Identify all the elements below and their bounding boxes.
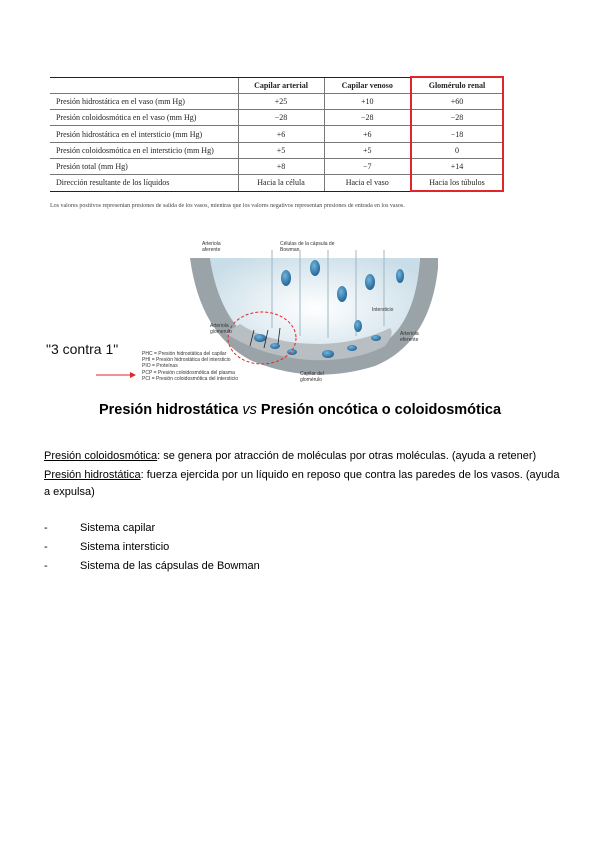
table-row xyxy=(50,175,503,191)
table-cell: −28 xyxy=(411,110,503,126)
table-cell: −7 xyxy=(324,158,411,174)
diagram-legend xyxy=(142,351,238,382)
legend-item: PHI = Presión hidrostática del intersticio xyxy=(142,357,231,364)
list-item-text: Sistema de las cápsulas de Bowman xyxy=(80,560,260,572)
table-header-cell xyxy=(50,77,238,93)
table-cell: +5 xyxy=(238,142,324,158)
bullet-dash: - xyxy=(44,541,48,553)
table-cell: Presión hidrostática en el vaso (mm Hg) xyxy=(50,93,238,109)
section-heading xyxy=(0,402,600,418)
heading-part1: Presión hidrostática xyxy=(98,402,243,418)
table-cell: −18 xyxy=(411,126,503,142)
label-arteriola-aferente: Arteriola aferente xyxy=(202,241,221,253)
definition-text: : fuerza ejercida por un líquido en reposo que contra las paredes de los vasos. (ayuda a expulsa) xyxy=(44,469,560,498)
table-cell: +14 xyxy=(411,158,503,174)
table-cell: −28 xyxy=(238,110,324,126)
table-header-glomerulo-renal: Glomérulo renal xyxy=(411,77,503,93)
table-cell: Hacia el vaso xyxy=(324,175,411,191)
bullet-dash: - xyxy=(44,522,48,534)
label-arteriola-glomerulo: Arteriola glomerulo xyxy=(210,323,232,335)
table-cell: Presión total (mm Hg) xyxy=(50,158,238,174)
callout-3-contra-1: "3 contra 1" xyxy=(46,341,119,357)
definition-term: Presión hidrostática xyxy=(44,469,141,481)
table-cell: Presión hidrostática en el intersticio (mm Hg) xyxy=(50,126,238,142)
label-intersticio: Intersticio xyxy=(372,307,394,313)
arrow-right-icon xyxy=(96,371,136,379)
bullet-dash: - xyxy=(44,560,48,572)
definition-coloidosmotica xyxy=(44,448,564,465)
table-cell: −28 xyxy=(324,110,411,126)
table-row xyxy=(50,142,503,158)
table-cell: Presión coloidosmótica en el vaso (mm Hg) xyxy=(50,110,238,126)
table-cell: +25 xyxy=(238,93,324,109)
label-arteriola-eferente: Arteriola eferente xyxy=(400,331,419,343)
legend-item: PCP = Presión coloidosmótica del plasma xyxy=(142,369,235,376)
table-row xyxy=(50,126,503,142)
legend-item: PHC = Presión hidrostática del capilar xyxy=(142,351,227,357)
heading-vs: vs xyxy=(242,402,257,418)
table-row xyxy=(50,93,503,109)
table-header-capilar-arterial: Capilar arterial xyxy=(238,77,324,93)
table-cell: +10 xyxy=(324,93,411,109)
table-cell: Presión coloidosmótica en el intersticio (mm Hg) xyxy=(50,142,238,158)
table-cell: Hacia la célula xyxy=(238,175,324,191)
table-cell: +6 xyxy=(238,126,324,142)
label-celulas-capsula: Células de la cápsula de Bowman xyxy=(280,241,335,253)
pressure-table xyxy=(50,76,504,192)
table-cell: Dirección resultante de los líquidos xyxy=(50,175,238,191)
table-cell: +8 xyxy=(238,158,324,174)
definition-hidrostatica xyxy=(44,467,564,501)
definition-text: : se genera por atracción de moléculas por otras moléculas. (ayuda a retener) xyxy=(157,450,537,462)
table-header-capilar-venoso: Capilar venoso xyxy=(324,77,411,93)
table-header-row xyxy=(50,77,503,93)
table-cell: +6 xyxy=(324,126,411,142)
legend-item: PCI = Presión coloidosmótica del intersticio xyxy=(142,375,239,382)
definition-term: Presión coloidosmótica xyxy=(44,450,158,462)
table-cell: 0 xyxy=(411,142,503,158)
table-row xyxy=(50,158,503,174)
label-capilar-glomerulo: Capilar del glomérulo xyxy=(300,371,324,383)
table-cell: Hacia los túbulos xyxy=(411,175,503,191)
list-item-text: Sistema intersticio xyxy=(80,541,170,553)
table-cell: +60 xyxy=(411,93,503,109)
table-row xyxy=(50,110,503,126)
list-item-text: Sistema capilar xyxy=(80,522,156,534)
table-footnote: Los valores positivos representan presiones de salida de los vasos, mientras que los valores negativos representan presiones de entrada en los vasos. xyxy=(50,203,405,209)
legend-item: PIO = Proteínas xyxy=(142,363,178,370)
table-cell: +5 xyxy=(324,142,411,158)
heading-part2: Presión oncótica o coloidosmótica xyxy=(256,402,502,418)
